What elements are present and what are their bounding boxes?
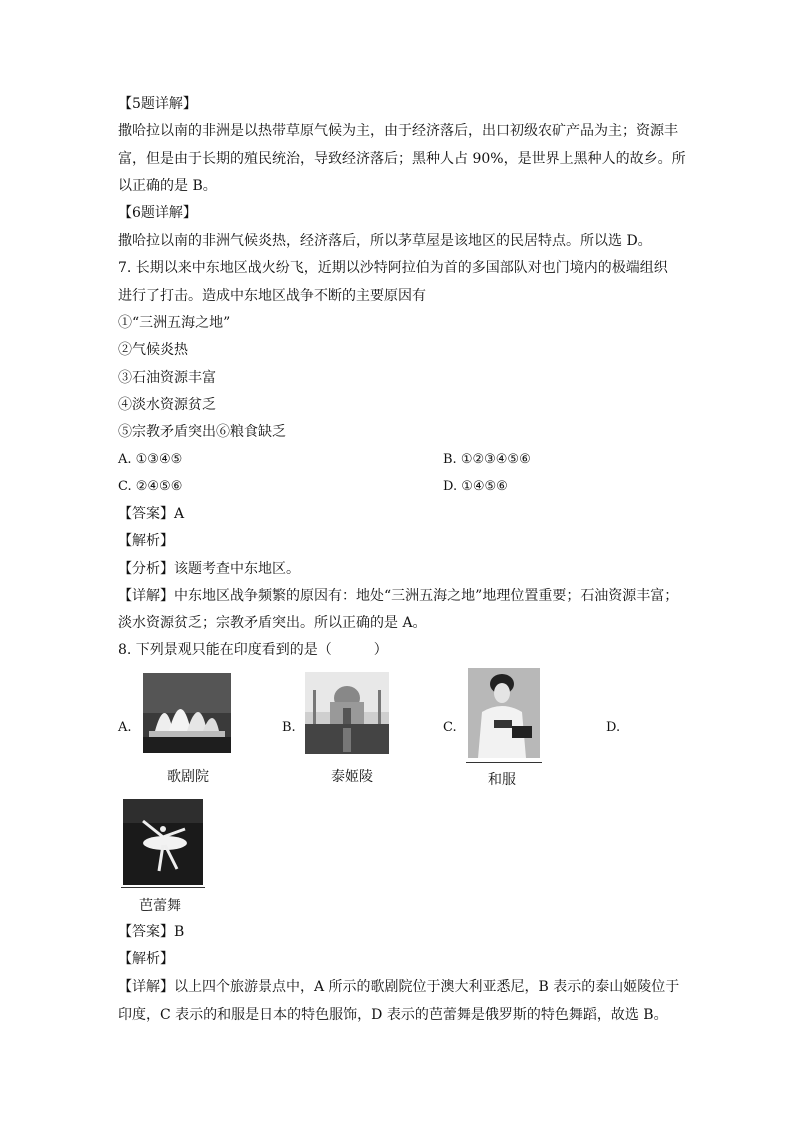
ballet-underline (121, 887, 205, 888)
q7-item-5: ⑤宗教矛盾突出⑥粮食缺乏 (118, 424, 286, 440)
q7-stem-line1: 7. 长期以来中东地区战火纷飞，近期以沙特阿拉伯为首的多国部队对也门境内的极端组织 (118, 260, 668, 276)
q8-detail-line1: 【详解】以上四个旅游景点中，A 所示的歌剧院位于澳大利亚悉尼，B 表示的泰山姬陵位于 (118, 979, 680, 995)
q8-option-c-label: C. (443, 720, 457, 735)
q8-detail-line2: 印度，C 表示的和服是日本的特色服饰，D 表示的芭蕾舞是俄罗斯的特色舞蹈，故选 B。 (118, 1007, 668, 1023)
q7-stem-line2: 进行了打击。造成中东地区战争不断的主要原因有 (118, 288, 426, 304)
q6-heading: 【6题详解】 (118, 205, 197, 221)
q8-caption-a: 歌剧院 (167, 769, 209, 785)
q5-paragraph-line1: 撒哈拉以南的非洲是以热带草原气候为主，由于经济落后，出口初级农矿产品为主；资源丰 (118, 123, 678, 139)
q7-fenxi: 【分析】该题考查中东地区。 (118, 561, 300, 577)
q5-paragraph-line2: 富，但是由于长期的殖民统治，导致经济落后；黑种人占 90%，是世界上黑种人的故乡。所 (118, 151, 686, 167)
q7-answer: 【答案】A (118, 506, 185, 522)
kimono-image (468, 668, 540, 758)
q8-answer: 【答案】B (118, 924, 185, 940)
q5-paragraph-line3: 以正确的是 B。 (118, 178, 217, 194)
q8-option-b-label: B. (282, 720, 296, 735)
q7-item-3: ③石油资源丰富 (118, 370, 216, 386)
q5-heading: 【5题详解】 (118, 96, 197, 112)
q8-option-d-label: D. (606, 720, 621, 735)
kimono-underline (466, 762, 542, 763)
q7-option-a: A. ①③④⑤ (118, 452, 183, 467)
q7-detail-line2: 淡水资源贫乏；宗教矛盾突出。所以正确的是 A。 (118, 615, 427, 631)
opera-house-image (143, 673, 231, 753)
q7-option-d: D. ①④⑤⑥ (443, 479, 508, 494)
q7-detail-line1: 【详解】中东地区战争频繁的原因有：地处“三洲五海之地”地理位置重要；石油资源丰富； (118, 588, 679, 604)
q7-analysis-heading: 【解析】 (118, 533, 174, 549)
q7-option-c: C. ②④⑤⑥ (118, 479, 183, 494)
q7-item-2: ②气候炎热 (118, 342, 188, 358)
q7-item-1: ①“三洲五海之地” (118, 315, 231, 331)
ballet-image (123, 799, 203, 885)
q8-caption-d: 芭蕾舞 (139, 898, 181, 914)
q8-option-a-label: A. (118, 720, 132, 735)
q8-caption-b: 泰姬陵 (331, 769, 373, 785)
q8-stem: 8. 下列景观只能在印度看到的是（ ） (118, 642, 388, 658)
q8-caption-c: 和服 (488, 772, 516, 788)
taj-mahal-image (305, 672, 389, 754)
q7-item-4: ④淡水资源贫乏 (118, 397, 216, 413)
q8-analysis-heading: 【解析】 (118, 951, 174, 967)
q7-option-b: B. ①②③④⑤⑥ (443, 452, 531, 467)
q6-paragraph: 撒哈拉以南的非洲气候炎热，经济落后，所以茅草屋是该地区的民居特点。所以选 D。 (118, 233, 652, 249)
